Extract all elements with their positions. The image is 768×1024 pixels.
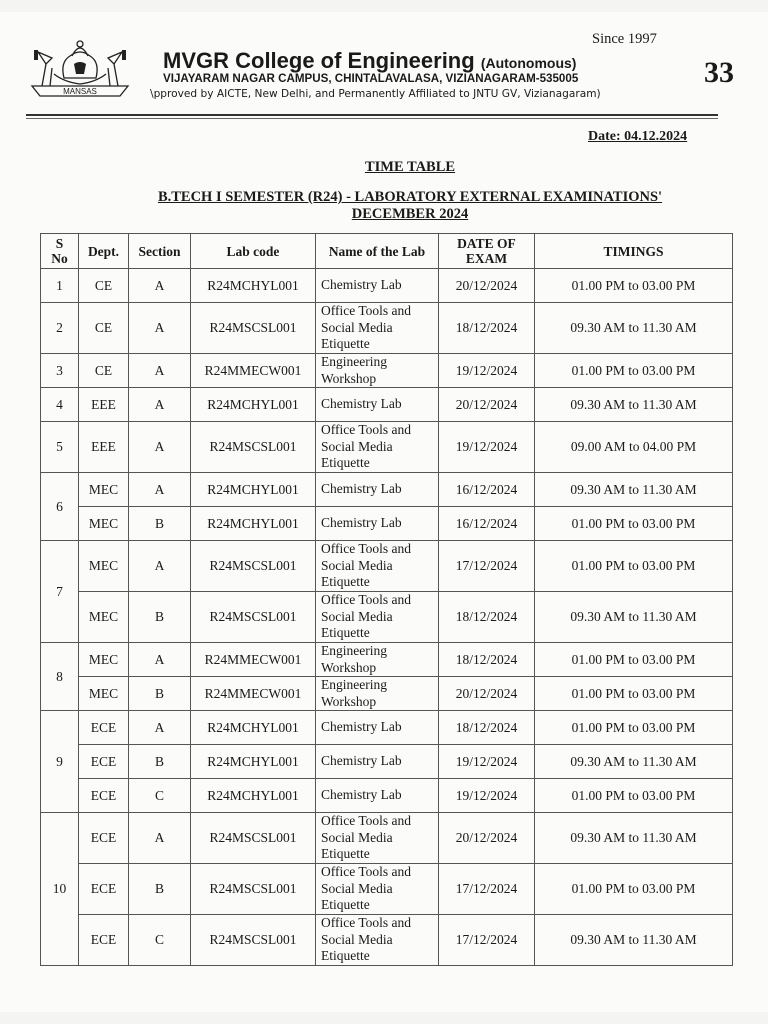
lab-name-line: Office Tools and [321, 541, 412, 557]
cell-timing: 01.00 PM to 03.00 PM [535, 507, 733, 541]
cell-lab-code: R24MSCSL001 [191, 303, 316, 354]
subtitle-line-2: DECEMBER 2024 [351, 206, 469, 222]
cell-dept: MEC [79, 677, 129, 711]
cell-exam-date: 19/12/2024 [439, 422, 535, 473]
cell-dept: CE [79, 303, 129, 354]
header-date-line1: DATE OF [457, 236, 516, 251]
cell-dept: MEC [79, 592, 129, 643]
cell-sno: 2 [41, 303, 79, 354]
cell-sno: 9 [41, 711, 79, 813]
cell-section: C [129, 779, 191, 813]
cell-lab-code: R24MMECW001 [191, 354, 316, 388]
cell-section: A [129, 269, 191, 303]
cell-timing: 01.00 PM to 03.00 PM [535, 643, 733, 677]
cell-section: A [129, 711, 191, 745]
cell-lab-code: R24MCHYL001 [191, 269, 316, 303]
cell-lab-code: R24MSCSL001 [191, 592, 316, 643]
lab-name-line: Social Media [321, 557, 393, 573]
cell-lab-name [316, 541, 439, 592]
timetable [40, 233, 733, 966]
cell-dept: ECE [79, 864, 129, 915]
cell-section: B [129, 677, 191, 711]
cell-section: B [129, 592, 191, 643]
lab-name-line: Office Tools and [321, 303, 412, 319]
header-sno [41, 234, 79, 269]
cell-exam-date: 17/12/2024 [439, 541, 535, 592]
cell-exam-date: 19/12/2024 [439, 354, 535, 388]
lab-name-line: Etiquette [321, 625, 370, 641]
cell-dept: ECE [79, 779, 129, 813]
cell-lab-name [316, 813, 439, 864]
cell-dept: MEC [79, 643, 129, 677]
lab-name-line: Workshop [321, 659, 377, 675]
table-row [41, 269, 733, 303]
cell-section: B [129, 864, 191, 915]
cell-exam-date: 18/12/2024 [439, 643, 535, 677]
cell-section: A [129, 303, 191, 354]
cell-lab-name [316, 507, 439, 541]
cell-lab-name [316, 354, 439, 388]
cell-timing: 01.00 PM to 03.00 PM [535, 354, 733, 388]
cell-sno: 6 [41, 473, 79, 541]
lab-name-line: Chemistry Lab [321, 787, 402, 803]
cell-timing: 09.30 AM to 11.30 AM [535, 303, 733, 354]
autonomous-label: (Autonomous) [480, 55, 577, 71]
cell-lab-name [316, 388, 439, 422]
lab-name-line: Etiquette [321, 336, 370, 352]
table-row [41, 745, 733, 779]
lab-name-line: Etiquette [321, 948, 370, 964]
cell-lab-name [316, 303, 439, 354]
header-sno-line2: No [51, 251, 68, 266]
table-row [41, 354, 733, 388]
cell-lab-code: R24MSCSL001 [191, 864, 316, 915]
cell-dept: MEC [79, 473, 129, 507]
table-row [41, 864, 733, 915]
lab-name-line: Office Tools and [321, 864, 412, 880]
cell-section: A [129, 643, 191, 677]
cell-lab-code: R24MSCSL001 [191, 422, 316, 473]
header-section: Section [129, 234, 191, 269]
cell-sno: 7 [41, 541, 79, 643]
cell-lab-code: R24MSCSL001 [191, 915, 316, 966]
cell-exam-date: 20/12/2024 [439, 813, 535, 864]
lab-name-line: Social Media [321, 319, 393, 335]
subtitle-line-1: B.TECH I SEMESTER (R24) - LABORATORY EXTERNAL EXAMINATIONS' [157, 189, 663, 205]
cell-lab-code: R24MSCSL001 [191, 813, 316, 864]
cell-sno: 4 [41, 388, 79, 422]
cell-lab-name [316, 473, 439, 507]
table-row [41, 541, 733, 592]
cell-dept: ECE [79, 915, 129, 966]
cell-lab-code: R24MMECW001 [191, 643, 316, 677]
cell-dept: MEC [79, 541, 129, 592]
cell-section: C [129, 915, 191, 966]
lab-name-line: Social Media [321, 829, 393, 845]
cell-lab-name [316, 745, 439, 779]
cell-timing: 01.00 PM to 03.00 PM [535, 677, 733, 711]
table-row [41, 915, 733, 966]
approval-line: \pproved by AICTE, New Delhi, and Permanently Affiliated to JNTU GV, Vizianagaram) [150, 88, 601, 100]
cell-sno: 8 [41, 643, 79, 711]
cell-exam-date: 17/12/2024 [439, 864, 535, 915]
lab-name-line: Etiquette [321, 846, 370, 862]
lab-name-line: Chemistry Lab [321, 753, 402, 769]
cell-dept: CE [79, 354, 129, 388]
college-logo [24, 34, 136, 104]
cell-lab-code: R24MSCSL001 [191, 541, 316, 592]
lab-name-line: Social Media [321, 931, 393, 947]
cell-section: A [129, 388, 191, 422]
cell-exam-date: 16/12/2024 [439, 507, 535, 541]
lab-name-line: Etiquette [321, 897, 370, 913]
cell-dept: CE [79, 269, 129, 303]
cell-lab-name [316, 643, 439, 677]
page-number: 33 [704, 56, 734, 89]
table-row [41, 779, 733, 813]
cell-timing: 01.00 PM to 03.00 PM [535, 864, 733, 915]
cell-exam-date: 18/12/2024 [439, 592, 535, 643]
campus-address: VIJAYARAM NAGAR CAMPUS, CHINTALAVALASA, VIZIANAGARAM-535005 [163, 72, 579, 85]
timetable-body [41, 269, 733, 966]
cell-exam-date: 20/12/2024 [439, 388, 535, 422]
cell-lab-code: R24MCHYL001 [191, 388, 316, 422]
cell-dept: EEE [79, 422, 129, 473]
cell-lab-code: R24MCHYL001 [191, 473, 316, 507]
cell-exam-date: 17/12/2024 [439, 915, 535, 966]
cell-timing: 09.30 AM to 11.30 AM [535, 388, 733, 422]
cell-section: A [129, 813, 191, 864]
cell-dept: ECE [79, 711, 129, 745]
college-name [163, 48, 576, 74]
header-sno-line1: S [55, 236, 64, 251]
cell-section: A [129, 541, 191, 592]
cell-lab-code: R24MCHYL001 [191, 507, 316, 541]
cell-section: A [129, 354, 191, 388]
table-row [41, 303, 733, 354]
lab-name-line: Workshop [321, 693, 377, 709]
cell-exam-date: 19/12/2024 [439, 745, 535, 779]
lab-name-line: Workshop [321, 370, 377, 386]
cell-timing: 09.30 AM to 11.30 AM [535, 915, 733, 966]
lab-name-line: Engineering [321, 677, 387, 692]
table-row [41, 813, 733, 864]
cell-sno: 1 [41, 269, 79, 303]
lab-name-line: Chemistry Lab [321, 719, 402, 735]
header-lab-name: Name of the Lab [316, 234, 439, 269]
cell-lab-name [316, 779, 439, 813]
header-lab-code: Lab code [191, 234, 316, 269]
cell-timing: 09.30 AM to 11.30 AM [535, 592, 733, 643]
college-title: MVGR College of Engineering [163, 48, 475, 73]
document-date: Date: 04.12.2024 [588, 129, 688, 144]
cell-exam-date: 20/12/2024 [439, 269, 535, 303]
cell-lab-name [316, 269, 439, 303]
table-row [41, 388, 733, 422]
cell-lab-code: R24MMECW001 [191, 677, 316, 711]
lab-name-line: Office Tools and [321, 592, 412, 608]
cell-dept: MEC [79, 507, 129, 541]
lab-name-line: Etiquette [321, 455, 370, 471]
cell-section: A [129, 422, 191, 473]
cell-lab-name [316, 422, 439, 473]
lab-name-line: Office Tools and [321, 813, 412, 829]
svg-text:MANSAS: MANSAS [63, 87, 97, 96]
cell-timing: 01.00 PM to 03.00 PM [535, 541, 733, 592]
cell-exam-date: 18/12/2024 [439, 303, 535, 354]
cell-section: A [129, 473, 191, 507]
table-row [41, 592, 733, 643]
lab-name-line: Social Media [321, 438, 393, 454]
lab-name-line: Engineering [321, 354, 387, 369]
cell-exam-date: 20/12/2024 [439, 677, 535, 711]
lab-name-line: Office Tools and [321, 915, 412, 931]
lab-name-line: Chemistry Lab [321, 515, 402, 531]
header-dept: Dept. [79, 234, 129, 269]
header-rule-thin [26, 118, 718, 119]
cell-timing: 09.30 AM to 11.30 AM [535, 745, 733, 779]
cell-section: B [129, 507, 191, 541]
cell-sno: 10 [41, 813, 79, 966]
cell-lab-code: R24MCHYL001 [191, 745, 316, 779]
cell-timing: 09.30 AM to 11.30 AM [535, 813, 733, 864]
cell-timing: 09.00 AM to 04.00 PM [535, 422, 733, 473]
lab-name-line: Etiquette [321, 574, 370, 590]
cell-lab-name [316, 915, 439, 966]
cell-timing: 01.00 PM to 03.00 PM [535, 269, 733, 303]
lab-name-line: Chemistry Lab [321, 481, 402, 497]
lab-name-line: Social Media [321, 608, 393, 624]
page-subtitle [90, 189, 730, 223]
page-title: TIME TABLE [364, 159, 456, 175]
table-row [41, 643, 733, 677]
header-timings: TIMINGS [535, 234, 733, 269]
cell-dept: ECE [79, 813, 129, 864]
cell-exam-date: 18/12/2024 [439, 711, 535, 745]
cell-lab-name [316, 677, 439, 711]
cell-dept: ECE [79, 745, 129, 779]
cell-exam-date: 19/12/2024 [439, 779, 535, 813]
cell-timing: 01.00 PM to 03.00 PM [535, 779, 733, 813]
lab-name-line: Engineering [321, 643, 387, 658]
cell-sno: 5 [41, 422, 79, 473]
header-rule [26, 114, 718, 116]
lab-name-line: Social Media [321, 880, 393, 896]
header-date-line2: EXAM [465, 251, 508, 266]
lab-name-line: Chemistry Lab [321, 396, 402, 412]
cell-exam-date: 16/12/2024 [439, 473, 535, 507]
header-date [439, 234, 535, 269]
cell-lab-name [316, 711, 439, 745]
table-header-row [41, 234, 733, 269]
table-row [41, 473, 733, 507]
lab-name-line: Chemistry Lab [321, 277, 402, 293]
cell-timing: 09.30 AM to 11.30 AM [535, 473, 733, 507]
cell-lab-name [316, 864, 439, 915]
cell-sno: 3 [41, 354, 79, 388]
table-row [41, 422, 733, 473]
cell-lab-code: R24MCHYL001 [191, 711, 316, 745]
lab-name-line: Office Tools and [321, 422, 412, 438]
table-row [41, 711, 733, 745]
cell-timing: 01.00 PM to 03.00 PM [535, 711, 733, 745]
cell-lab-code: R24MCHYL001 [191, 779, 316, 813]
cell-dept: EEE [79, 388, 129, 422]
table-row [41, 677, 733, 711]
cell-lab-name [316, 592, 439, 643]
table-row [41, 507, 733, 541]
since-year: Since 1997 [592, 31, 657, 47]
cell-section: B [129, 745, 191, 779]
